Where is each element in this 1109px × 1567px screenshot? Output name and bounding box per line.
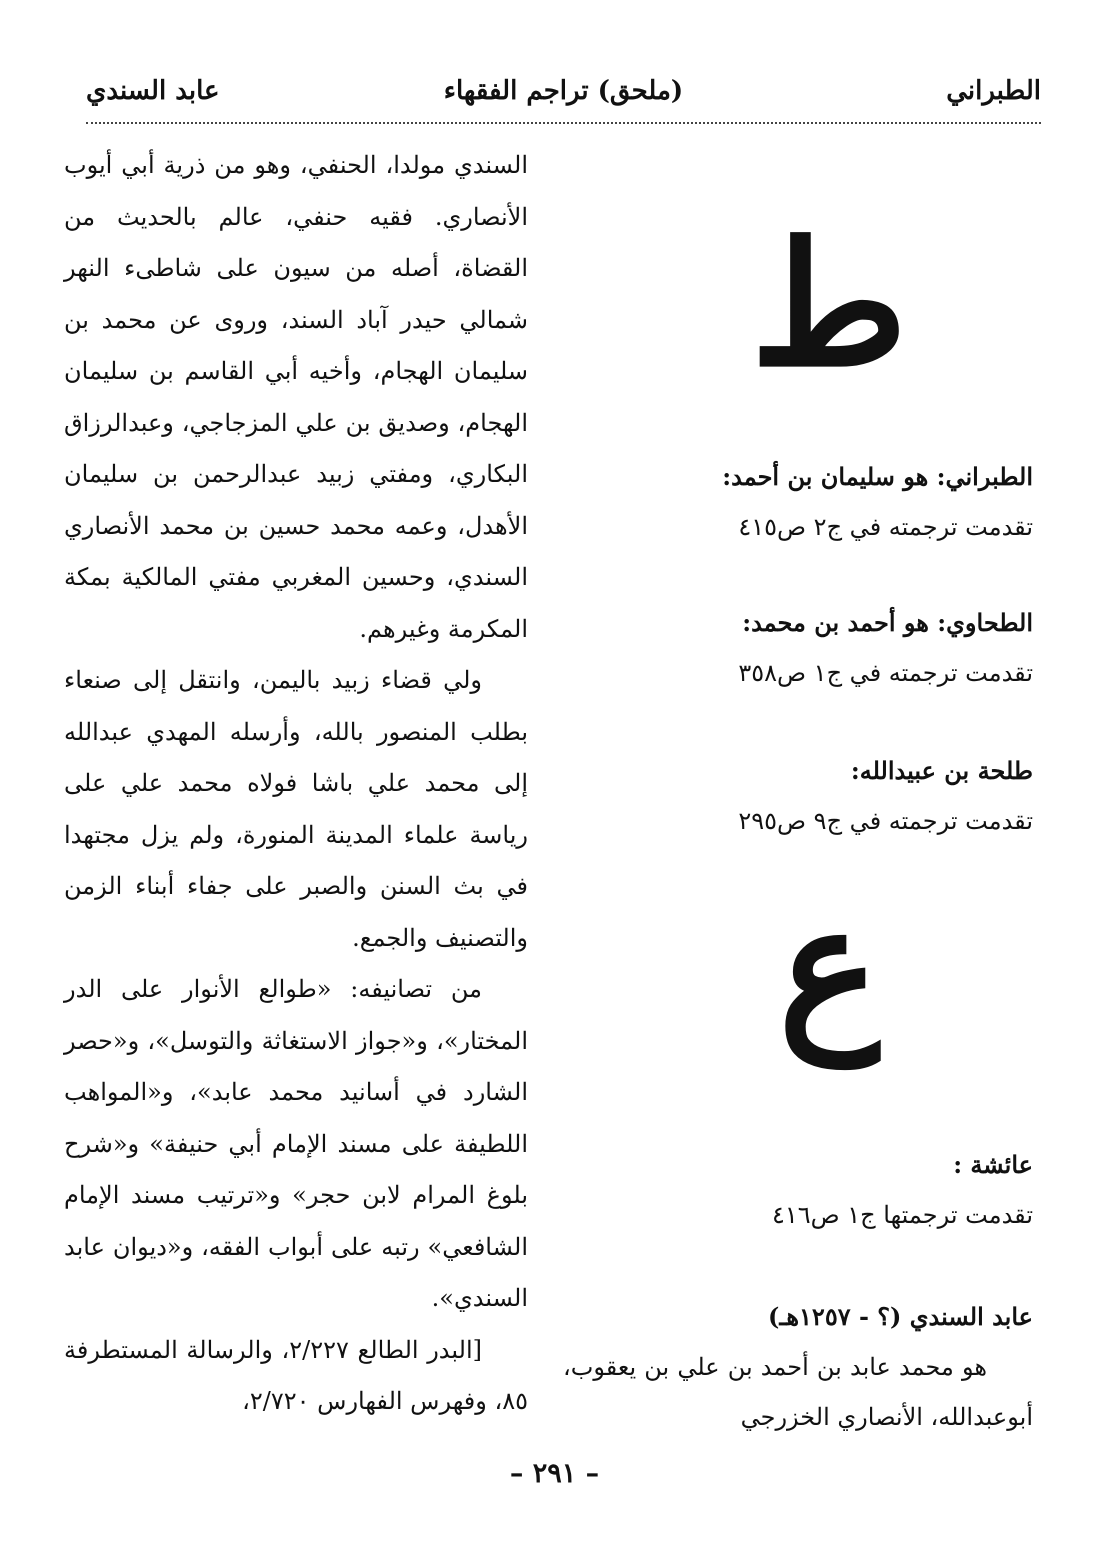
page-number: – ٢٩١ – bbox=[509, 1458, 600, 1489]
entry-tahawi-ref: تقدمت ترجمته في ج١ ص٣٥٨ bbox=[738, 659, 1033, 687]
entry-aisha bbox=[653, 1140, 1033, 1240]
entry-abid-sindi-text: هو محمد عابد بن أحمد بن علي بن يعقوب، أبوعبدالله، الأنصاري الخزرجي bbox=[563, 1353, 1033, 1431]
header-left-title: عابد السندي bbox=[86, 76, 220, 106]
section-letter-ta: ط bbox=[750, 205, 908, 405]
left-column bbox=[64, 140, 528, 1428]
paragraph-2: ولي قضاء زبيد باليمن، وانتقل إلى صنعاء بطلب المنصور بالله، وأرسله المهدي عبدالله إلى محمد علي باشا فولاه محمد علي على رياسة علماء المدينة المنورة، ولم يزل مجتهدا في بث السنن والصبر على جفاء أبناء الزمن والتصنيف والجمع. bbox=[64, 666, 528, 952]
paragraph-4-references: [البدر الطالع ٢/٢٢٧، والرسالة المستطرفة ٨٥، وفهرس الفهارس ٢/٧٢٠، bbox=[64, 1335, 528, 1415]
entry-tabarani-ref: تقدمت ترجمته في ج٢ ص٤١٥ bbox=[738, 513, 1033, 541]
page-header bbox=[86, 70, 1041, 124]
paragraph-3: من تصانيفه: «طوالع الأنوار على الدر المختار»، و«جواز الاستغاثة والتوسل»، و«حصر الشارد في أسانيد محمد عابد»، و«المواهب اللطيفة على مسند الإمام أبي حنيفة» و«شرح بلوغ المرام لابن حجر» و«ترتيب مسند الإمام الشافعي» رتبه على أبواب الفقه، و«ديوان عابد السندي». bbox=[64, 975, 528, 1312]
entry-abid-sindi-term: عابد السندي (؟ - ١٢٥٧هـ) bbox=[767, 1302, 1033, 1331]
entry-tabarani bbox=[653, 452, 1033, 552]
entry-tabarani-term: الطبراني: هو سليمان بن أحمد: bbox=[722, 462, 1033, 491]
header-right-title: الطبراني bbox=[946, 76, 1041, 106]
entry-talha-ref: تقدمت ترجمته في ج٩ ص٢٩٥ bbox=[738, 807, 1033, 835]
entry-abid-sindi bbox=[563, 1292, 1033, 1442]
paragraph-1: السندي مولدا، الحنفي، وهو من ذرية أبي أيوب الأنصاري. فقيه حنفي، عالم بالحديث من القضاة، أصله من سيون على شاطىء النهر شمالي حيدر آباد السند، وروى عن محمد بن سليمان الهجام، وأخيه أبي القاسم بن سليمان الهجام، وصديق بن علي المزجاجي، وعبدالرزاق البكاري، ومفتي زبيد عبدالرحمن بن سليمان الأهدل، وعمه محمد حسين بن محمد الأنصاري السندي، وحسين المغربي مفتي المالكية بمكة المكرمة وغيرهم. bbox=[64, 151, 528, 643]
section-letter-ain: ع bbox=[778, 867, 880, 1067]
entry-talha-term: طلحة بن عبيدالله: bbox=[850, 756, 1033, 785]
entry-tahawi bbox=[653, 598, 1033, 698]
entry-aisha-term: عائشة : bbox=[953, 1150, 1033, 1179]
entry-talha bbox=[653, 746, 1033, 846]
header-center-title: (ملحق) تراجم الفقهاء bbox=[443, 76, 684, 106]
entry-tahawi-term: الطحاوي: هو أحمد بن محمد: bbox=[742, 608, 1033, 637]
entry-aisha-ref: تقدمت ترجمتها ج١ ص٤١٦ bbox=[771, 1201, 1033, 1229]
